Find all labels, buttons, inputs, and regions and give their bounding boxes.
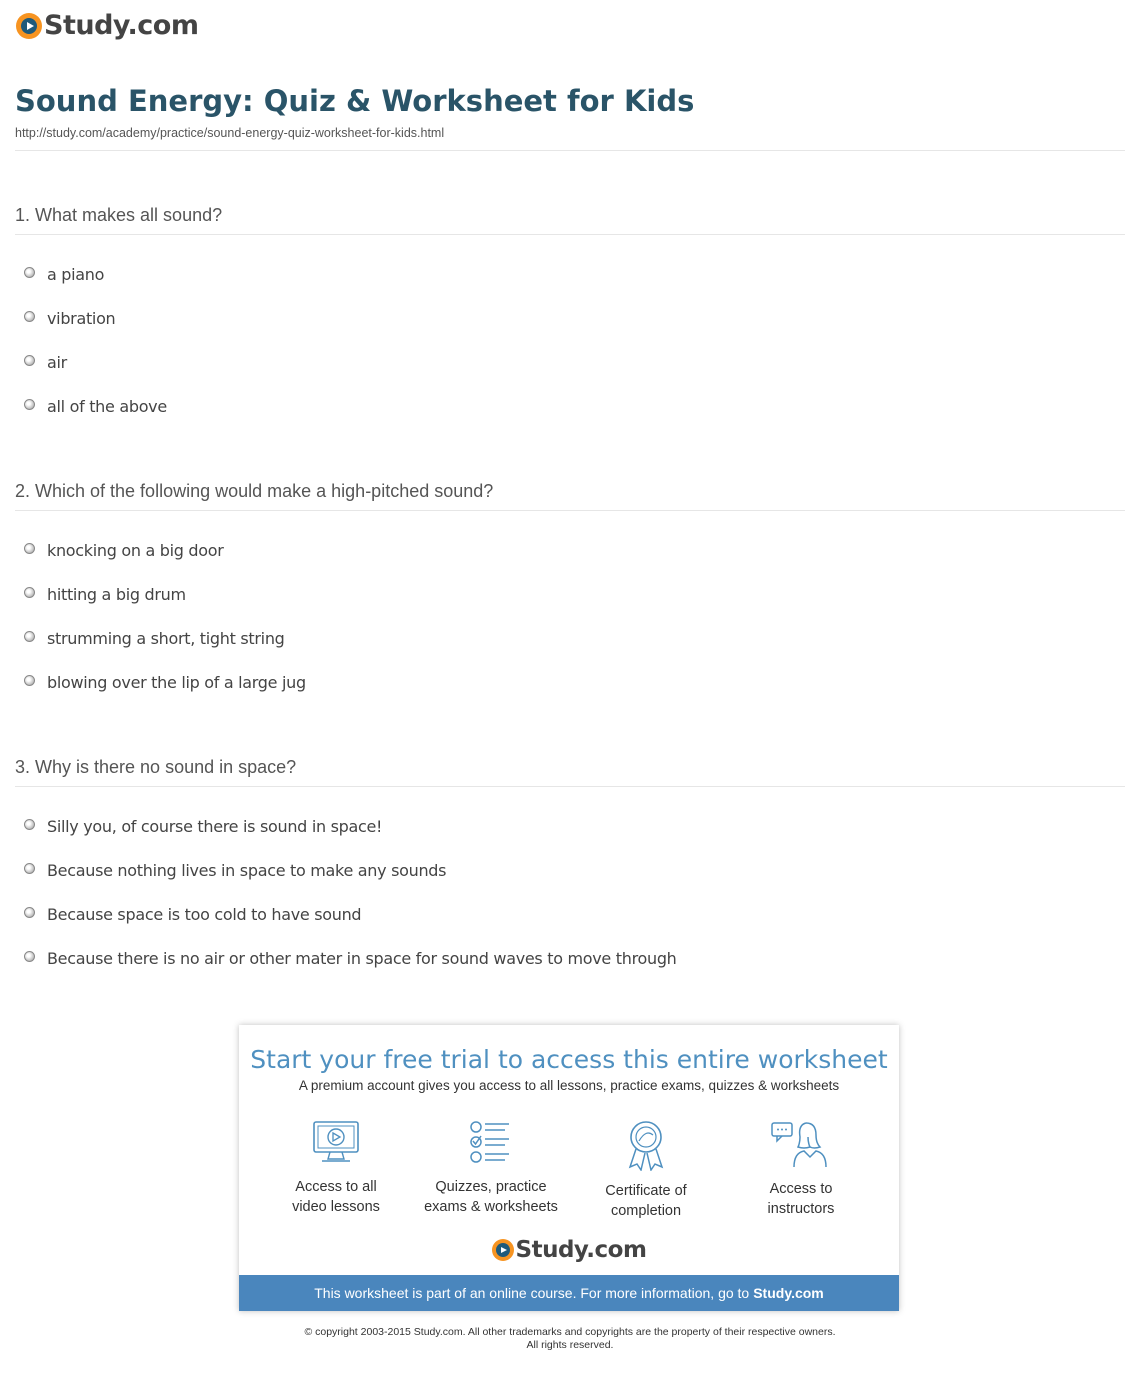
feature-video-lessons	[261, 1119, 411, 1217]
feature-instructors	[726, 1119, 876, 1219]
play-logo-icon	[16, 13, 42, 39]
feature-label-line2: exams & worksheets	[424, 1199, 558, 1215]
copyright-line: © copyright 2003-2015 Study.com. All other trademarks and copyrights are the property of their respective owners.	[304, 1326, 836, 1338]
rights-line: All rights reserved.	[526, 1339, 614, 1351]
q3-option-2[interactable]	[24, 861, 446, 880]
option-label: a piano	[47, 265, 105, 284]
question-3: 3. Why is there no sound in space?	[15, 757, 297, 777]
option-label: air	[47, 353, 67, 372]
play-logo-icon	[492, 1239, 514, 1261]
feature-label-line1: Access to	[769, 1181, 833, 1197]
question-1: 1. What makes all sound?	[15, 205, 223, 225]
promo-subtitle: A premium account gives you access to all lessons, practice exams, quizzes & worksheets	[298, 1078, 840, 1093]
radio-button[interactable]	[24, 863, 35, 874]
q1-option-4[interactable]	[24, 397, 167, 416]
radio-button[interactable]	[24, 311, 35, 322]
page-title: Sound Energy: Quiz & Worksheet for Kids	[15, 84, 695, 118]
radio-button[interactable]	[24, 267, 35, 278]
q1-option-3[interactable]	[24, 353, 67, 372]
quiz-list-icon	[465, 1119, 517, 1167]
q2-option-4[interactable]	[24, 673, 306, 692]
option-label: Silly you, of course there is sound in space!	[47, 817, 383, 836]
feature-label-line2: completion	[610, 1203, 682, 1219]
question-2: 2. Which of the following would make a high-pitched sound?	[15, 481, 494, 501]
option-label: blowing over the lip of a large jug	[47, 673, 306, 692]
page-url: http://study.com/academy/practice/sound-energy-quiz-worksheet-for-kids.html	[15, 126, 445, 140]
q3-option-3[interactable]	[24, 905, 361, 924]
certificate-icon	[620, 1119, 672, 1171]
copyright-footer	[0, 1326, 1140, 1352]
free-trial-promo	[239, 1025, 899, 1311]
option-label: Because space is too cold to have sound	[47, 905, 362, 924]
option-label: all of the above	[47, 397, 167, 416]
divider	[15, 786, 1125, 787]
feature-label-line1: Access to all	[295, 1179, 377, 1195]
radio-button[interactable]	[24, 587, 35, 598]
divider	[15, 510, 1125, 511]
divider	[15, 150, 1125, 151]
promo-bar-link[interactable]: Study.com	[753, 1285, 824, 1301]
instructor-icon	[770, 1119, 832, 1169]
promo-title[interactable]: Start your free trial to access this entire worksheet	[250, 1045, 888, 1074]
study-logo[interactable]	[16, 10, 198, 41]
radio-button[interactable]	[24, 355, 35, 366]
option-label: vibration	[47, 309, 116, 328]
feature-label-line2: instructors	[767, 1201, 835, 1217]
option-label: Because nothing lives in space to make any sounds	[47, 861, 447, 880]
feature-label-line1: Certificate of	[605, 1183, 687, 1199]
divider	[15, 234, 1125, 235]
option-label: knocking on a big door	[47, 541, 224, 560]
feature-label-line1: Quizzes, practice	[435, 1179, 547, 1195]
radio-button[interactable]	[24, 819, 35, 830]
option-label: Because there is no air or other mater in space for sound waves to move through	[47, 949, 677, 968]
feature-label-line2: video lessons	[292, 1199, 380, 1215]
promo-logo[interactable]	[239, 1237, 899, 1263]
radio-button[interactable]	[24, 675, 35, 686]
feature-certificate	[571, 1119, 721, 1221]
q1-option-1[interactable]	[24, 265, 104, 284]
radio-button[interactable]	[24, 543, 35, 554]
q1-option-2[interactable]	[24, 309, 115, 328]
q2-option-3[interactable]	[24, 629, 285, 648]
radio-button[interactable]	[24, 631, 35, 642]
promo-logo-text: Study.com	[515, 1237, 647, 1263]
radio-button[interactable]	[24, 951, 35, 962]
promo-info-bar	[239, 1275, 899, 1311]
radio-button[interactable]	[24, 907, 35, 918]
q2-option-1[interactable]	[24, 541, 224, 560]
option-label: strumming a short, tight string	[47, 629, 285, 648]
q3-option-4[interactable]	[24, 949, 677, 968]
q3-option-1[interactable]	[24, 817, 382, 836]
video-lesson-icon	[310, 1119, 362, 1167]
option-label: hitting a big drum	[47, 585, 186, 604]
radio-button[interactable]	[24, 399, 35, 410]
logo-text: Study.com	[44, 10, 199, 41]
feature-quizzes	[416, 1119, 566, 1217]
promo-bar-text: This worksheet is part of an online course. For more information, go to	[314, 1285, 750, 1301]
q2-option-2[interactable]	[24, 585, 186, 604]
